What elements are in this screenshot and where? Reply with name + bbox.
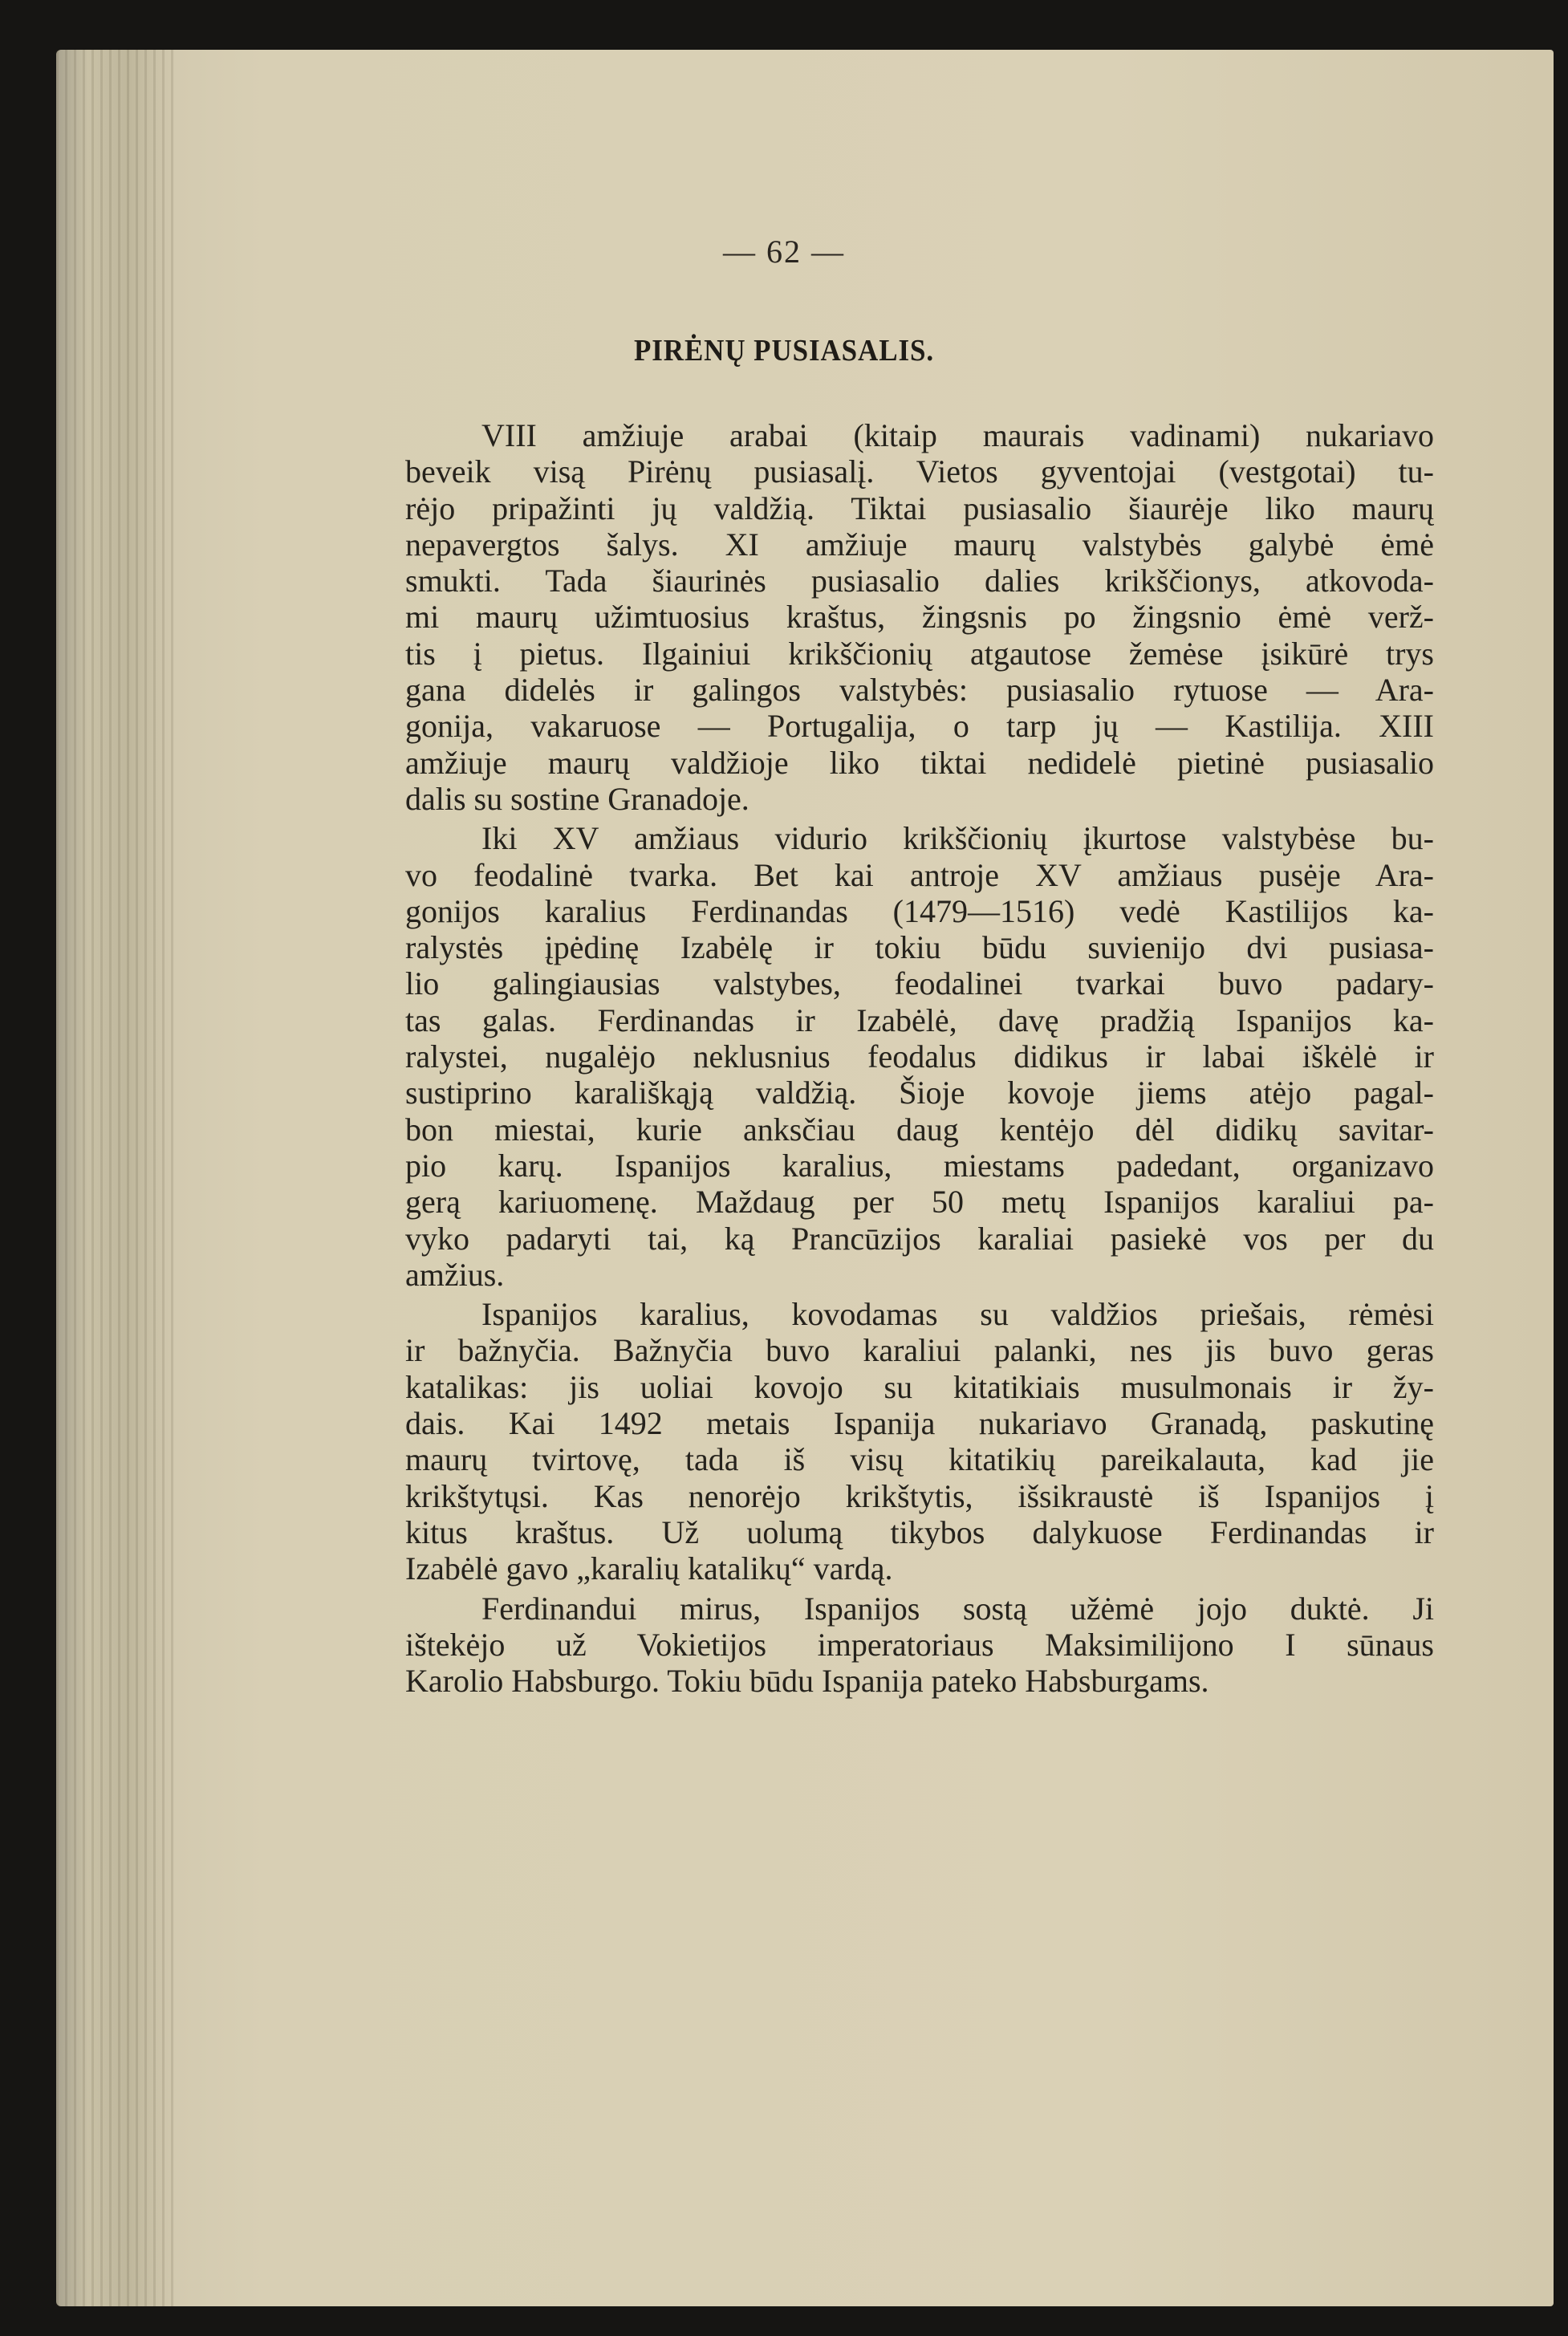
text-line: ralystės įpėdinę Izabėlę ir tokiu būdu suvienijo dvi pusiasa- xyxy=(405,929,1434,966)
text-line: nepavergtos šalys. XI amžiuje maurų valstybės galybė ėmė xyxy=(405,526,1434,563)
text-line: Iki XV amžiaus vidurio krikščionių įkurtose valstybėse bu- xyxy=(481,820,1434,857)
text-line: VIII amžiuje arabai (kitaip maurais vadinami) nukariavo xyxy=(481,417,1434,453)
text-line: ištekėjo už Vokietijos imperatoriaus Maksimilijono I sūnaus xyxy=(405,1626,1434,1663)
text-line: gerą kariuomenę. Maždaug per 50 metų Ispanijos karaliui pa- xyxy=(405,1184,1434,1221)
text-line: gonija, vakaruose — Portugalija, o tarp jų — Kastilija. XIII xyxy=(405,708,1434,745)
text-line: ir bažnyčia. Bažnyčia buvo karaliui palanki, nes jis buvo geras xyxy=(405,1332,1434,1369)
text-line: rėjo pripažinti jų valdžią. Tiktai pusiasalio šiaurėje liko maurų xyxy=(405,490,1434,526)
text-line: dais. Kai 1492 metais Ispanija nukariavo Granadą, paskutinę xyxy=(405,1405,1434,1442)
paragraph xyxy=(405,1591,1434,1700)
text-line: ralystei, nugalėjo neklusnius feodalus didikus ir labai iškėlė ir xyxy=(405,1038,1434,1075)
body-text xyxy=(405,417,1434,1702)
text-line: amžius. xyxy=(405,1256,505,1293)
text-line: Karolio Habsburgo. Tokiu būdu Ispanija pateko Habsburgams. xyxy=(405,1663,1209,1700)
chapter-title: PIRĖNŲ PUSIASALIS. xyxy=(633,334,935,368)
text-line: gana didelės ir galingos valstybės: pusiasalio rytuose — Ara- xyxy=(405,672,1434,709)
paragraph xyxy=(405,1296,1434,1586)
text-line: pio karų. Ispanijos karalius, miestams padedant, organizavo xyxy=(405,1147,1434,1184)
text-line: bon miestai, kurie anksčiau daug kentėjo dėl didikų savitar- xyxy=(405,1111,1434,1148)
text-line: Izabėlė gavo „karalių katalikų“ vardą. xyxy=(405,1550,893,1587)
text-line: amžiuje maurų valdžioje liko tiktai nedidelė pietinė pusiasalio xyxy=(405,744,1434,781)
text-line: kitus kraštus. Už uolumą tikybos dalykuose Ferdinandas ir xyxy=(405,1513,1434,1550)
text-line: mi maurų užimtuosius kraštus, žingsnis po žingsnio ėmė verž- xyxy=(405,599,1434,636)
text-line: beveik visą Pirėnų pusiasalį. Vietos gyventojai (vestgotai) tu- xyxy=(405,453,1434,490)
paragraph xyxy=(405,417,1434,817)
text-line: gonijos karalius Ferdinandas (1479—1516) vedė Kastilijos ka- xyxy=(405,892,1434,929)
text-line: Ispanijos karalius, kovodamas su valdžios priešais, rėmėsi xyxy=(481,1296,1434,1333)
text-line: krikštytųsi. Kas nenorėjo krikštytis, išsikraustė iš Ispanijos į xyxy=(405,1477,1434,1514)
paragraph xyxy=(405,820,1434,1293)
text-line: lio galingiausias valstybes, feodalinei tvarkai buvo padary- xyxy=(405,965,1434,1002)
text-line: katalikas: jis uoliai kovojo su kitatikiais musulmonais ir žy- xyxy=(405,1368,1434,1405)
text-line: Ferdinandui mirus, Ispanijos sostą užėmė jojo duktė. Ji xyxy=(481,1590,1434,1627)
page-edge-stack xyxy=(56,50,177,2306)
page-number: — 62 — xyxy=(723,234,845,270)
text-line: maurų tvirtovę, tada iš visų kitatikių pareikalauta, kad jie xyxy=(405,1441,1434,1478)
text-line: tas galas. Ferdinandas ir Izabėlė, davę pradžią Ispanijos ka- xyxy=(405,1001,1434,1038)
text-line: sustiprino karališkąją valdžią. Šioje kovoje jiems atėjo pagal- xyxy=(405,1075,1434,1111)
text-line: smukti. Tada šiaurinės pusiasalio dalies krikščionys, atkovoda- xyxy=(405,563,1434,599)
text-line: dalis su sostine Granadoje. xyxy=(405,780,749,817)
text-line: tis į pietus. Ilgainiui krikščionių atgautose žemėse įsikūrė trys xyxy=(405,635,1434,672)
text-line: vyko padaryti tai, ką Prancūzijos karaliai pasiekė vos per du xyxy=(405,1220,1434,1257)
text-line: vo feodalinė tvarka. Bet kai antroje XV amžiaus pusėje Ara- xyxy=(405,856,1434,893)
